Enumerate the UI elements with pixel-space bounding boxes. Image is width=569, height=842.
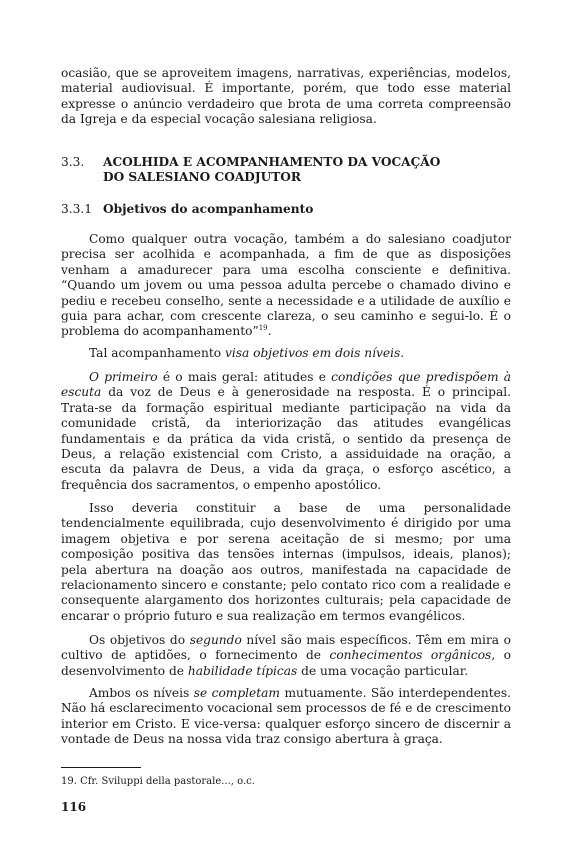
paragraph-1-text: Como qualquer outra vocação, também a do salesiano coadjutor precisa ser acolhida e acompanhada, a fim de que as disposições venham a amadurecer para uma escolha consciente e definitiva. “Quando um jovem ou uma pessoa adulta percebe o chamado divino e pediu e recebeu conselho, sente a necessidade e a utilidade de auxílio e guia para achar, com crescente clareza, o seu caminho e segui-lo. É o problema do acompanhamento” (61, 232, 511, 339)
section-title-line2: DO SALESIANO COADJUTOR (103, 170, 302, 185)
paragraph-5 (61, 633, 511, 679)
section-number: 3.3. (61, 155, 85, 169)
paragraph-2 (61, 346, 511, 361)
paragraph-5-text-c: , o desenvolvimento de (61, 648, 512, 678)
footnote: 19. Cfr. Sviluppi della pastorale..., o.c. (61, 776, 255, 787)
paragraph-5-text-d: de uma vocação particular. (297, 663, 469, 678)
paragraph-1-end: . (267, 324, 272, 339)
paragraph-3-emphasis-1: O primeiro (89, 370, 158, 384)
paragraph-3 (61, 370, 511, 493)
subsection-title: Objetivos do acompanhamento (103, 202, 314, 216)
paragraph-4: Isso deveria constituir a base de uma personalidade tendencialmente equilibrada, cujo desenvolvimento é dirigido por uma imagem objetiva e por serena aceitação de si mesmo; por uma composição positiva das tensões internas (impulsos, ideais, planos); pela abertura na doação aos outros, manifestada na capacidade de relacionamento sincero e constante; pelo contato rico com a realidade e consequente alargamento dos horizontes culturais; pela capacidade de encarar o próprio futuro e sua realização em termos evangélicos. (61, 501, 511, 623)
subsection-heading (61, 202, 511, 217)
footnote-ref: 19 (258, 324, 268, 333)
paragraph-6-emphasis: se completam (193, 686, 280, 700)
paragraph-3-text-b: da voz de Deus e à generosidade na resposta. É o principal. Trata-se da formação espiritual mediante participação na vida da comunidade cristã, da interiorização das atitudes evangélicas fundamentais e da prática da vida cristã, o sentido da presença de Deus, a relação existencial com Cristo, a assiduidade na oração, a escuta da palavra de Deus, a vida da graça, o esforço ascético, a frequência dos sacramentos, o empenho apostólico. (61, 385, 511, 492)
footnote-divider (61, 767, 141, 768)
section-heading (61, 155, 511, 186)
paragraph-5-emphasis-1: segundo (189, 633, 242, 647)
paragraph-3-text-a: é o mais geral: atitudes e (157, 370, 332, 384)
page-number: 116 (61, 800, 87, 814)
paragraph-5-emphasis-2: conhecimentos orgânicos (329, 648, 492, 663)
section-title-line1: ACOLHIDA E ACOMPANHAMENTO DA VOCAÇÃO (103, 155, 441, 169)
paragraph-2-text: Tal acompanhamento (89, 346, 225, 360)
paragraph-6 (61, 686, 511, 748)
paragraph-1 (61, 232, 511, 340)
paragraph-6-text-a: Ambos os níveis (89, 686, 194, 700)
paragraph-5-text-a: Os objetivos do (89, 633, 190, 647)
paragraph-5-text-b: nível são mais específicos. Têm em mira o cultivo de aptidões, o fornecimento de (61, 633, 511, 663)
paragraph-5-emphasis-3: habilidade típicas (187, 663, 298, 678)
paragraph-6-text-b: mutuamente. São interdependentes. Não há esclarecimento vocacional sem processos de fé e de crescimento interior em Cristo. E vice-versa: qualquer esforço sincero de discernir a vontade de Deus na nossa vida traz consigo abertura à graça. (61, 686, 512, 747)
subsection-number: 3.3.1 (61, 202, 93, 216)
paragraph-2-emphasis: visa objetivos em dois níveis. (224, 346, 405, 360)
paragraph-intro: ocasião, que se aproveitem imagens, narrativas, experiências, modelos, material audiovisual. É importante, porém, que todo esse material expresse o anúncio verdadeiro que brota de uma correta compreensão da Igreja e da especial vocação salesiana religiosa. (61, 66, 511, 127)
paragraph-3-emphasis-2: condições que predispõem à escuta (61, 370, 512, 400)
